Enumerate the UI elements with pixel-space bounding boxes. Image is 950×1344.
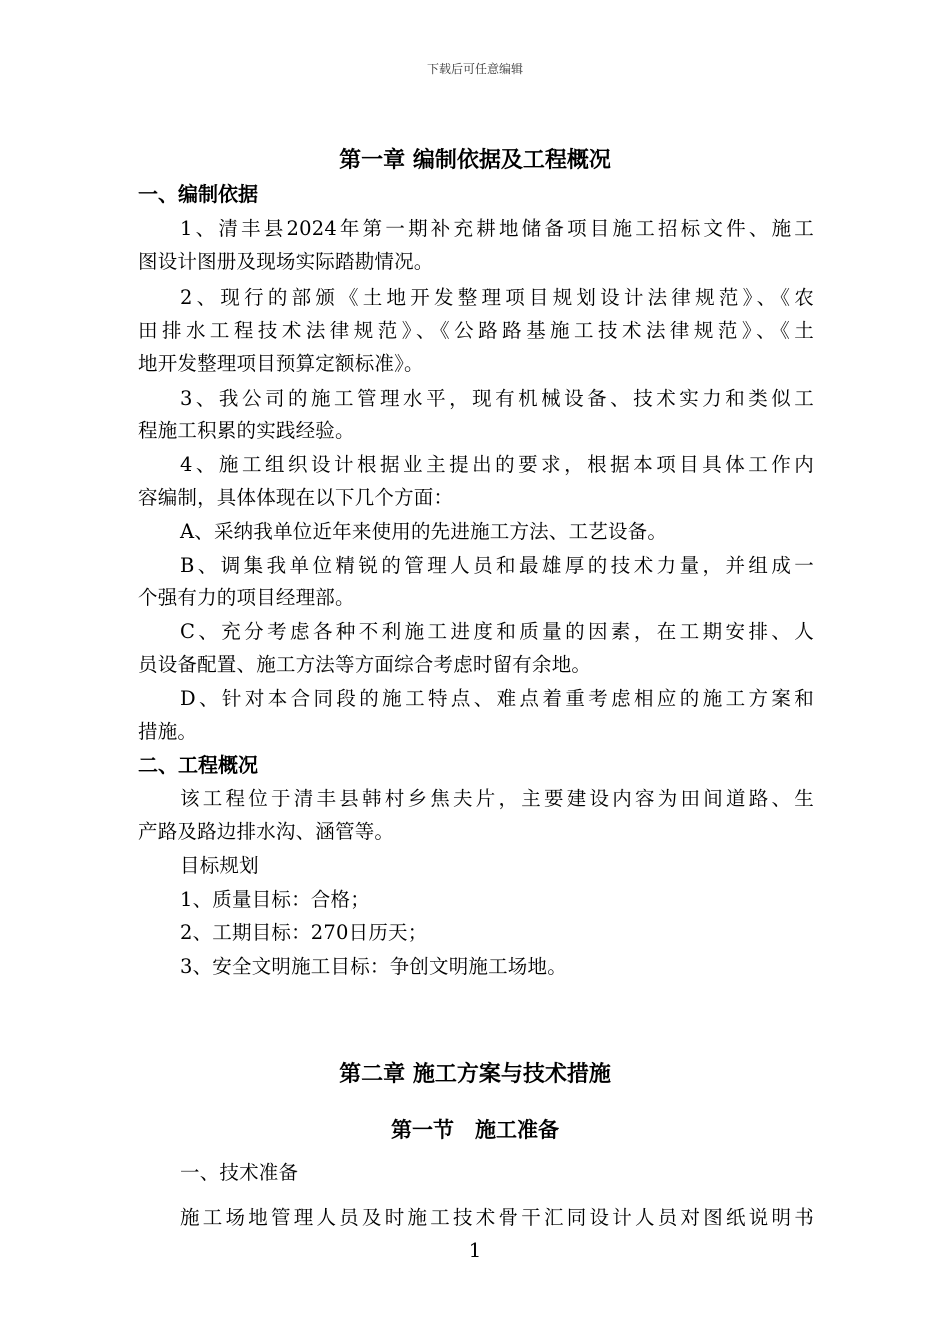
paragraph-line: 图设计图册及现场实际踏勘情况。: [138, 250, 434, 273]
goals-title: 目标规划: [180, 854, 259, 877]
section-heading: 二、工程概况: [138, 753, 258, 777]
paragraph-line: 施工场地管理人员及时施工技术骨干汇同设计人员对图纸说明书: [180, 1206, 814, 1229]
chapter-title: 第一章 编制依据及工程概况: [339, 148, 611, 173]
chapter-title: 第二章 施工方案与技术措施: [339, 1062, 611, 1087]
goal-item: 1、质量目标：合格；: [180, 888, 370, 911]
paragraph-line: 容编制，具体体现在以下几个方面：: [138, 486, 454, 509]
paragraph-line: 2、现行的部颁《土地开发整理项目规划设计法律规范》、《农: [180, 286, 814, 309]
goal-item: 2、工期目标：270日历天；: [180, 921, 428, 944]
section-title: 第一节 施工准备: [391, 1118, 559, 1142]
page-number: 1: [468, 1238, 482, 1262]
subsection-heading: 一、技术准备: [180, 1161, 299, 1184]
paragraph-line: 田排水工程技术法律规范》、《公路路基施工技术法律规范》、《土: [138, 319, 814, 342]
header-note: 下载后可任意编辑: [426, 62, 523, 76]
goal-item: 3、安全文明施工目标：争创文明施工场地。: [180, 955, 567, 978]
paragraph-line: 该工程位于清丰县韩村乡焦夫片，主要建设内容为田间道路、生: [180, 787, 814, 810]
paragraph-line: 个强有力的项目经理部。: [138, 586, 355, 609]
section-heading: 一、编制依据: [138, 182, 258, 206]
paragraph-line: 措施。: [138, 720, 198, 743]
paragraph-line: 4、施工组织设计根据业主提出的要求，根据本项目具体工作内: [180, 453, 814, 476]
paragraph-line: C、充分考虑各种不利施工进度和质量的因素，在工期安排、人: [180, 620, 814, 643]
paragraph-line: D、针对本合同段的施工特点、难点着重考虑相应的施工方案和: [180, 687, 814, 710]
paragraph-line: 1、清丰县2024年第一期补充耕地储备项目施工招标文件、施工: [180, 217, 814, 240]
paragraph-line: 3、我公司的施工管理水平，现有机械设备、技术实力和类似工: [180, 387, 814, 410]
paragraph-line: 程施工积累的实践经验。: [138, 419, 355, 442]
paragraph-line: 员设备配置、施工方法等方面综合考虑时留有余地。: [138, 653, 592, 676]
paragraph-line: 地开发整理项目预算定额标准》。: [138, 352, 424, 375]
paragraph-line: 产路及路边排水沟、涵管等。: [138, 820, 395, 843]
paragraph-line: A、采纳我单位近年来使用的先进施工方法、工艺设备。: [180, 520, 668, 543]
paragraph-line: B、调集我单位精锐的管理人员和最雄厚的技术力量，并组成一: [180, 554, 814, 577]
